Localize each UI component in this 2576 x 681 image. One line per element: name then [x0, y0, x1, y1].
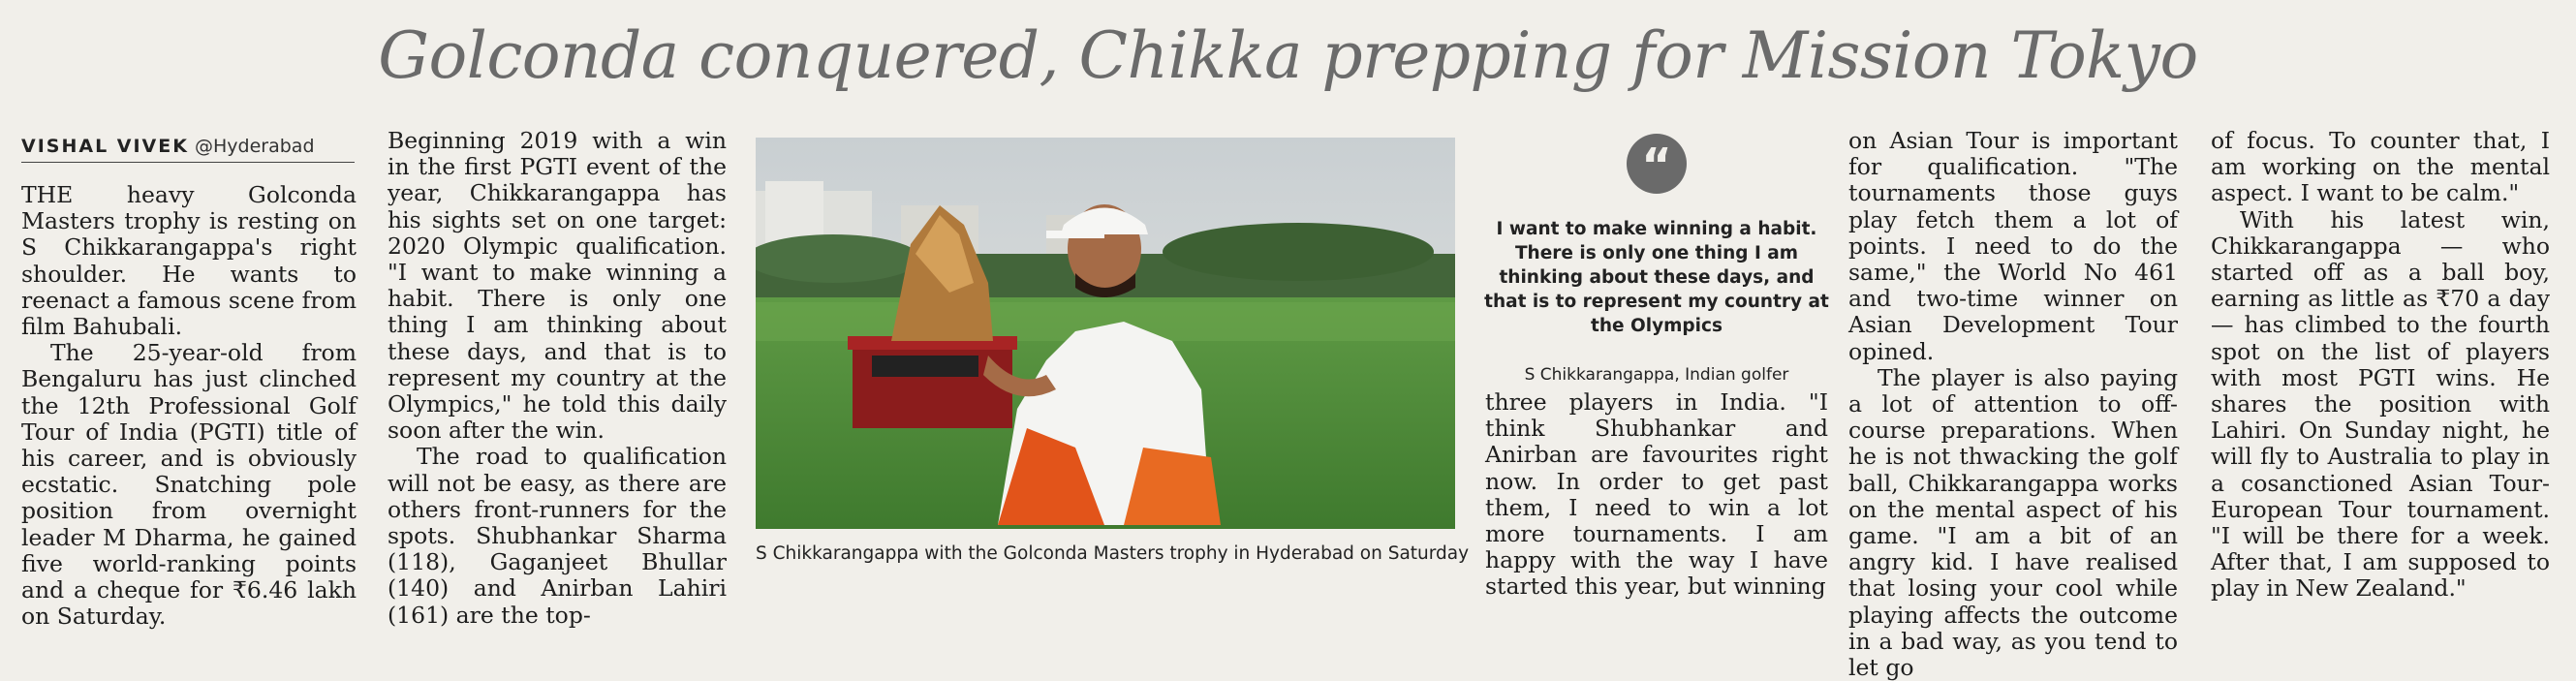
- paragraph: of focus. To counter that, I am working on the mental aspect. I want to be calm.": [2211, 127, 2550, 207]
- paragraph: The player is also paying a lot of attention to off-course preparations. When he is not thwacking the golf ball, Chikkarangappa works on the mental aspect of his game. "I am a bit of an angry kid. I have realised that losing your cool while playing affects the outcome in a bad way, as you tend to let go: [1848, 363, 2178, 681]
- paragraph: THE heavy Golconda Masters trophy is resting on S Chikkarangappa's right shoulder. He wants to reenact a famous scene from film Bahubali.: [21, 181, 357, 341]
- article-column-2: [388, 128, 727, 629]
- article-photo: [756, 138, 1455, 529]
- byline: [21, 136, 355, 163]
- paragraph: Beginning 2019 with a win in the first PGTI event of the year, Chikkarangappa has his sights set on one target: 2020 Olympic qualification. "I want to make winning a habit. There is only one thing I am thinking about these days, and that is to represent my country at the Olympics," he told this daily soon after the win.: [388, 127, 727, 445]
- article-column-1: [21, 182, 357, 630]
- paragraph: The 25-year-old from Bengaluru has just clinched the 12th Professional Golf Tour of India (PGTI) title of his career, and is obviously ecstatic. Snatching pole position from overnight leader M Dharma, he gained five world-ranking points and a cheque for ₹6.46 lakh on Saturday.: [21, 339, 357, 631]
- article-column-4: [1848, 128, 2178, 681]
- quote-icon: “: [1627, 134, 1687, 194]
- paragraph: The road to qualification will not be easy, as there are others front-runners for the spots. Shubhankar Sharma (118), Gaganjeet Bhullar (140) and Anirban Lahiri (161) are the top-: [388, 443, 727, 629]
- paragraph: With his latest win, Chikkarangappa — who started off as a ball boy, earning as little as ₹70 a day — has climbed to the fourth spot on the list of players with most PGTI wins. He shares the position with Lahiri. On Sunday night, he will fly to Australia to play in a cosanctioned Asian Tour-European Tour tournament. "I will be there for a week. After that, I am supposed to play in New Zealand.": [2211, 205, 2550, 603]
- paragraph: on Asian Tour is important for qualification. "The tournaments those guys play fetch them a lot of points. I need to do the same," the World No 461 and two-time winner on Asian Development Tour opined.: [1848, 127, 2178, 365]
- article-column-5: [2211, 128, 2550, 603]
- article-column-3: [1485, 389, 1828, 601]
- byline-author: VISHAL VIVEK: [21, 136, 189, 157]
- pull-quote: [1482, 134, 1831, 385]
- golfer-with-trophy-photo: [756, 138, 1455, 529]
- headline: Golconda conquered, Chikka prepping for Mission Tokyo: [378, 18, 2198, 93]
- paragraph: three players in India. "I think Shubhankar and Anirban are favourites right now. In order to get past them, I need to win a lot more tournaments. I am happy with the way I have started this year, but winning: [1485, 388, 1828, 601]
- byline-place: @Hyderabad: [195, 136, 315, 157]
- photo-caption: S Chikkarangappa with the Golconda Masters trophy in Hyderabad on Saturday: [756, 543, 1470, 564]
- pull-quote-attribution: S Chikkarangappa, Indian golfer: [1524, 365, 1789, 385]
- pull-quote-text: I want to make winning a habit. There is only one thing I am thinking about these days, and that is to represent my country at the Olympics: [1484, 219, 1829, 336]
